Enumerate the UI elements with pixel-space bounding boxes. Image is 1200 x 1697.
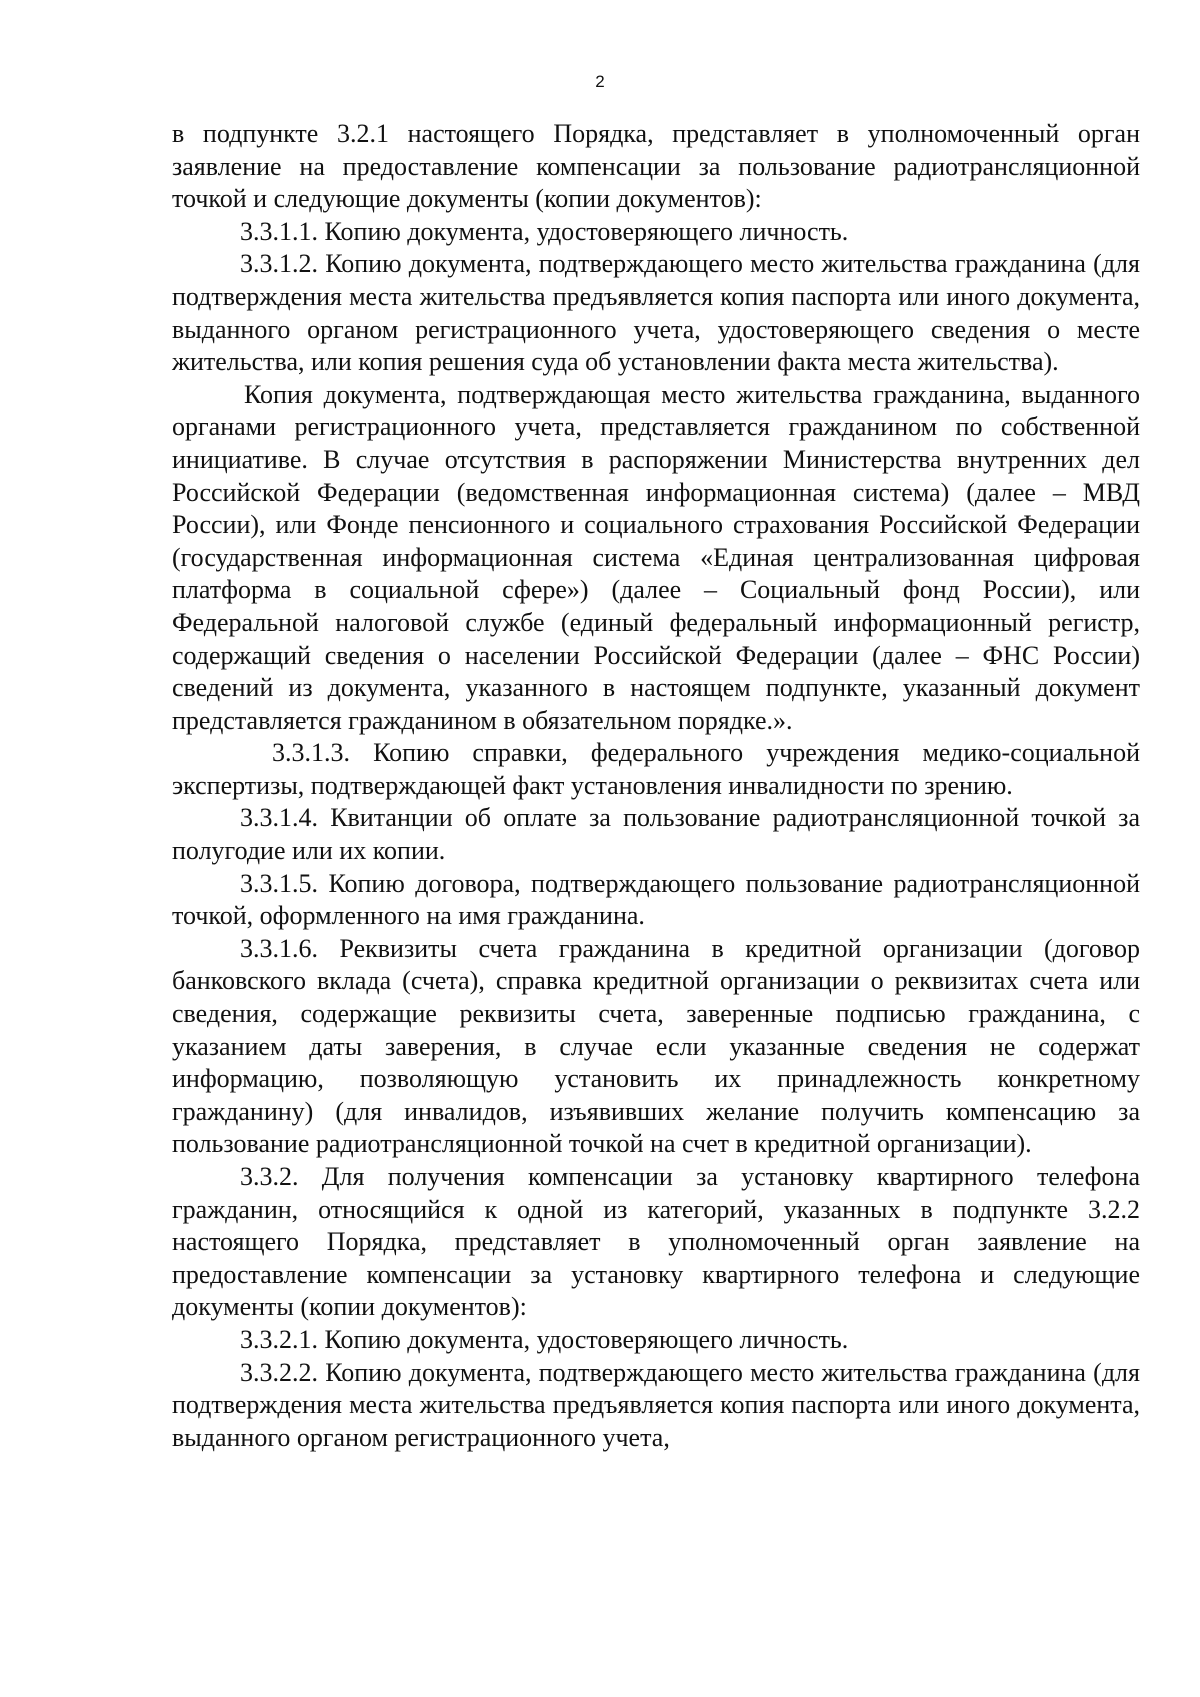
paragraph-3-3-1-6: 3.3.1.6. Реквизиты счета гражданина в кредитной организации (договор банковского вклада (счета), справка кредитной организации о реквизитах счета или сведения, содержащие реквизиты счета, заверенные подписью гражданина, с указанием даты заверения, в случае если указанные сведения не содержат информацию, позволяющую установить их принадлежность конкретному гражданину) (для инвалидов, изъявивших желание получить компенсацию за пользование радиотрансляционной точкой на счет в кредитной организации).: [172, 933, 1140, 1159]
page-number: 2: [595, 72, 605, 91]
paragraph-3-3-2: 3.3.2. Для получения компенсации за установку квартирного телефона гражданин, относящийся к одной из категорий, указанных в подпункте 3.2.2 настоящего Порядка, представляет в уполномоченный орган заявление на предоставление компенсации за установку квартирного телефона и следующие документы (копии документов):: [172, 1162, 1140, 1322]
paragraph-3-3-1-1: 3.3.1.1. Копию документа, удостоверяющего личность.: [240, 216, 849, 246]
paragraph-3-3-1-3: 3.3.1.3. Копию справки, федерального учреждения медико-социальной экспертизы, подтверждающей факт установления инвалидности по зрению.: [172, 738, 1140, 800]
paragraph-3-3-1-2: 3.3.1.2. Копию документа, подтверждающего место жительства гражданина (для подтверждения места жительства предъявляется копия паспорта или иного документа, выданного органом регистрационного учета, удостоверяющего сведения о месте жительства, или копия решения суда об установлении факта места жительства).: [172, 249, 1140, 377]
document-body: [172, 118, 1140, 1454]
paragraph-continuation: в подпункте 3.2.1 настоящего Порядка, представляет в уполномоченный орган заявление на предоставление компенсации за пользование радиотрансляционной точкой и следующие документы (копии документов):: [172, 119, 1140, 214]
paragraph-3-3-2-1: 3.3.2.1. Копию документа, удостоверяющего личность.: [240, 1324, 849, 1354]
paragraph-3-3-2-2: 3.3.2.2. Копию документа, подтверждающего место жительства гражданина (для подтверждения места жительства предъявляется копия паспорта или иного документа, выданного органом регистрационного учета,: [172, 1357, 1140, 1452]
paragraph-3-3-1-5: 3.3.1.5. Копию договора, подтверждающего пользование радиотрансляционной точкой, оформленного на имя гражданина.: [172, 868, 1140, 931]
paragraph-residence-copy-note: Копия документа, подтверждающая место жительства гражданина, выданного органами регистрационного учета, представляется гражданином по собственной инициативе. В случае отсутствия в распоряжении Министерства внутренних дел Российской Федерации (ведомственная информационная система) (далее – МВД России), или Фонде пенсионного и социального страхования Российской Федерации (государственная информационная система «Единая централизованная цифровая платформа в социальной сфере») (далее – Социальный фонд России), или Федеральной налоговой службе (единый федеральный информационный регистр, содержащий сведения о населении Российской Федерации (далее – ФНС России) сведений из документа, указанного в настоящем подпункте, указанный документ представляется гражданином в обязательном порядке.».: [172, 379, 1140, 735]
paragraph-3-3-1-4: 3.3.1.4. Квитанции об оплате за пользование радиотрансляционной точкой за полугодие или их копии.: [172, 803, 1140, 866]
